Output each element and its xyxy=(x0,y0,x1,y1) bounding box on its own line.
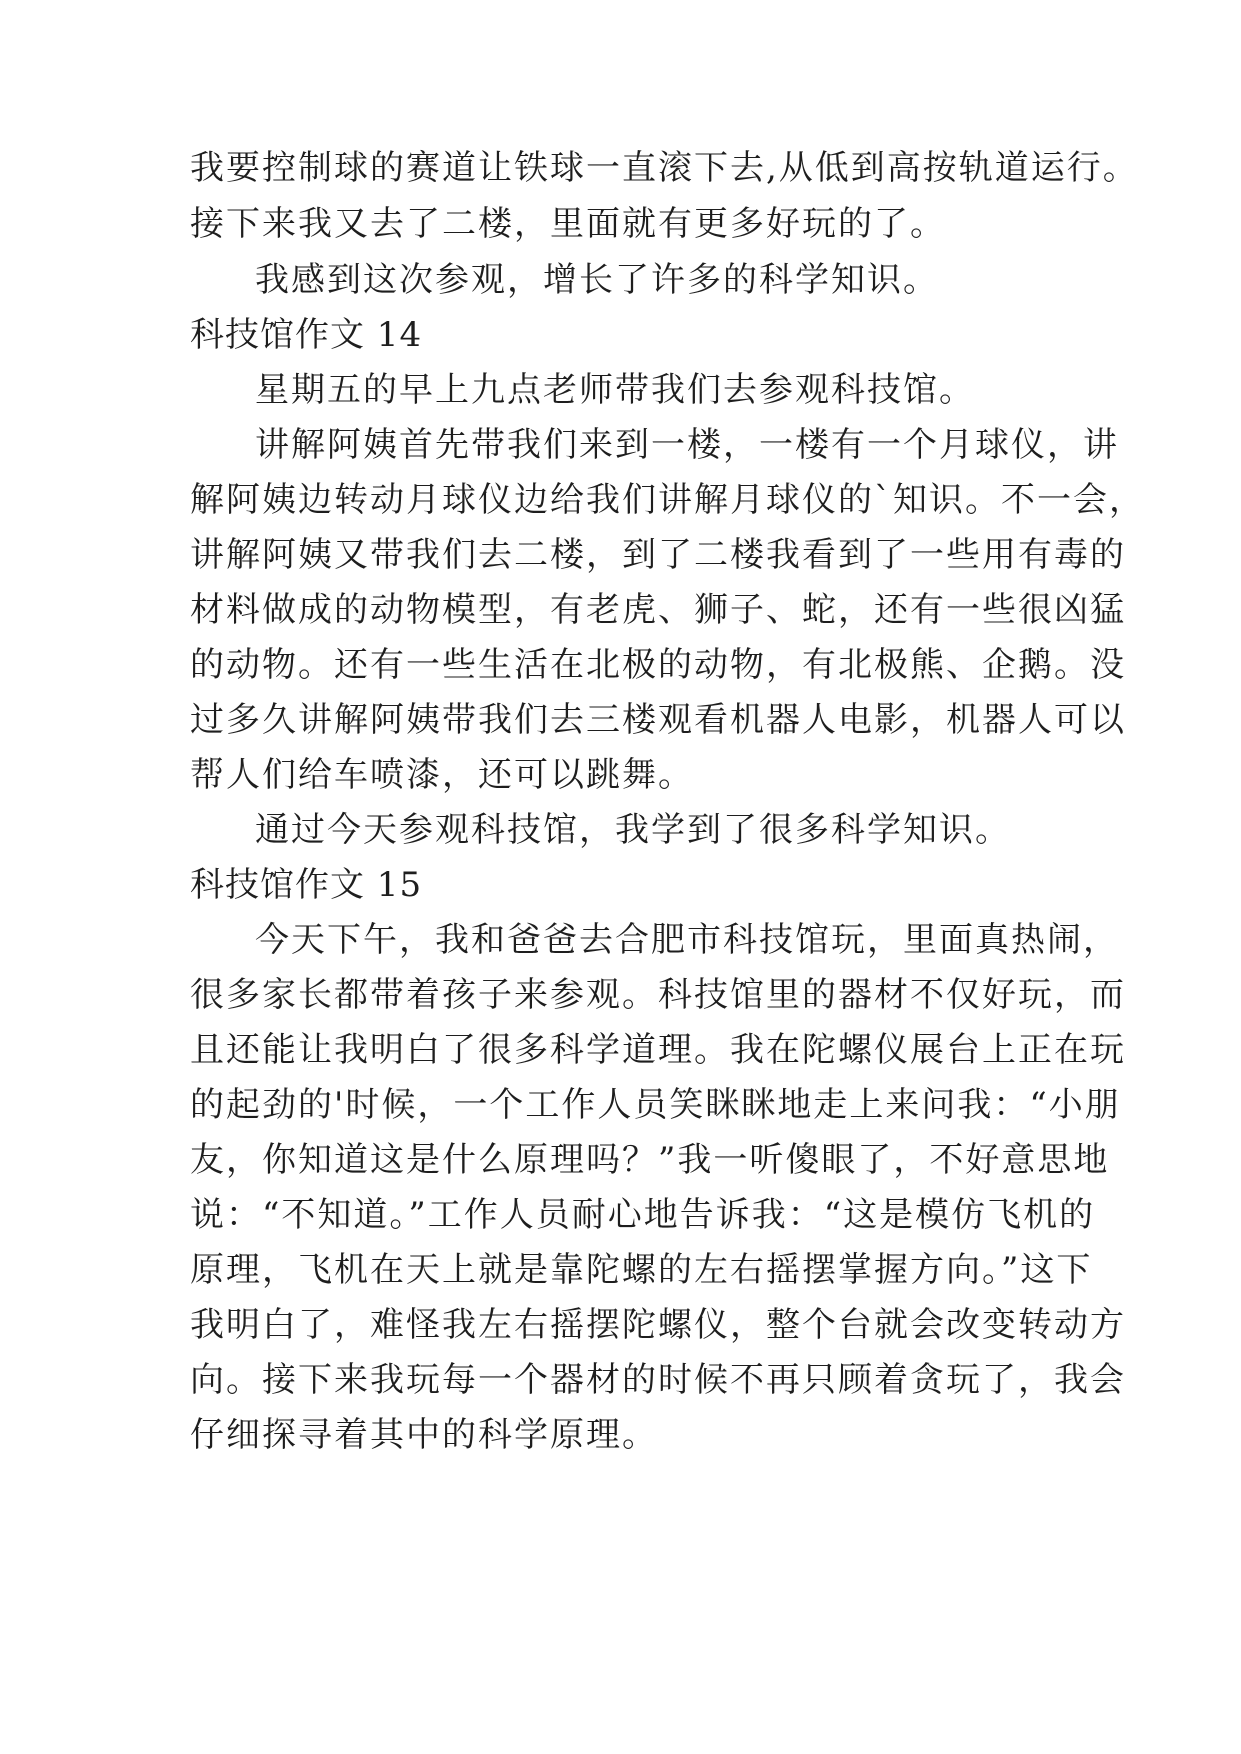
paragraph-line: 我感到这次参观，增长了许多的科学知识。 xyxy=(255,260,939,300)
section-heading: 科技馆作文 14 xyxy=(190,315,423,355)
paragraph-line: 通过今天参观科技馆，我学到了很多科学知识。 xyxy=(255,810,1011,850)
paragraph-line: 星期五的早上九点老师带我们去参观科技馆。 xyxy=(255,370,975,410)
paragraph-line: 帮人们给车喷漆，还可以跳舞。 xyxy=(190,755,694,795)
paragraph-line: 我明白了，难怪我左右摇摆陀螺仪，整个台就会改变转动方 xyxy=(190,1305,1126,1345)
paragraph-line: 我要控制球的赛道让铁球一直滚下去,从低到高按轨道运行。 xyxy=(190,148,1139,188)
paragraph-line: 友，你知道这是什么原理吗？”我一听傻眼了，不好意思地 xyxy=(190,1140,1110,1180)
paragraph-line: 很多家长都带着孩子来参观。科技馆里的器材不仅好玩，而 xyxy=(190,975,1126,1015)
paragraph-line: 原理，飞机在天上就是靠陀螺的左右摇摆掌握方向。”这下 xyxy=(190,1250,1093,1290)
paragraph-line: 的动物。还有一些生活在北极的动物，有北极熊、企鹅。没 xyxy=(190,645,1126,685)
paragraph-line: 讲解阿姨又带我们去二楼，到了二楼我看到了一些用有毒的 xyxy=(190,535,1126,575)
paragraph-line: 解阿姨边转动月球仪边给我们讲解月球仪的`知识。不一会， xyxy=(190,480,1145,520)
paragraph-line: 说：“不知道。”工作人员耐心地告诉我：“这是模仿飞机的 xyxy=(190,1195,1096,1235)
paragraph-line: 材料做成的动物模型，有老虎、狮子、蛇，还有一些很凶猛 xyxy=(190,590,1126,630)
section-heading: 科技馆作文 15 xyxy=(190,865,423,905)
paragraph-line: 的起劲的'时候，一个工作人员笑眯眯地走上来问我：“小朋 xyxy=(190,1085,1121,1125)
paragraph-line: 向。接下来我玩每一个器材的时候不再只顾着贪玩了，我会 xyxy=(190,1360,1126,1400)
paragraph-line: 接下来我又去了二楼，里面就有更多好玩的了。 xyxy=(190,204,946,244)
paragraph-line: 讲解阿姨首先带我们来到一楼，一楼有一个月球仪，讲 xyxy=(255,425,1119,465)
paragraph-line: 且还能让我明白了很多科学道理。我在陀螺仪展台上正在玩 xyxy=(190,1030,1126,1070)
paragraph-line: 今天下午，我和爸爸去合肥市科技馆玩，里面真热闹， xyxy=(255,920,1119,960)
paragraph-line: 仔细探寻着其中的科学原理。 xyxy=(190,1415,658,1455)
paragraph-line: 过多久讲解阿姨带我们去三楼观看机器人电影，机器人可以 xyxy=(190,700,1126,740)
